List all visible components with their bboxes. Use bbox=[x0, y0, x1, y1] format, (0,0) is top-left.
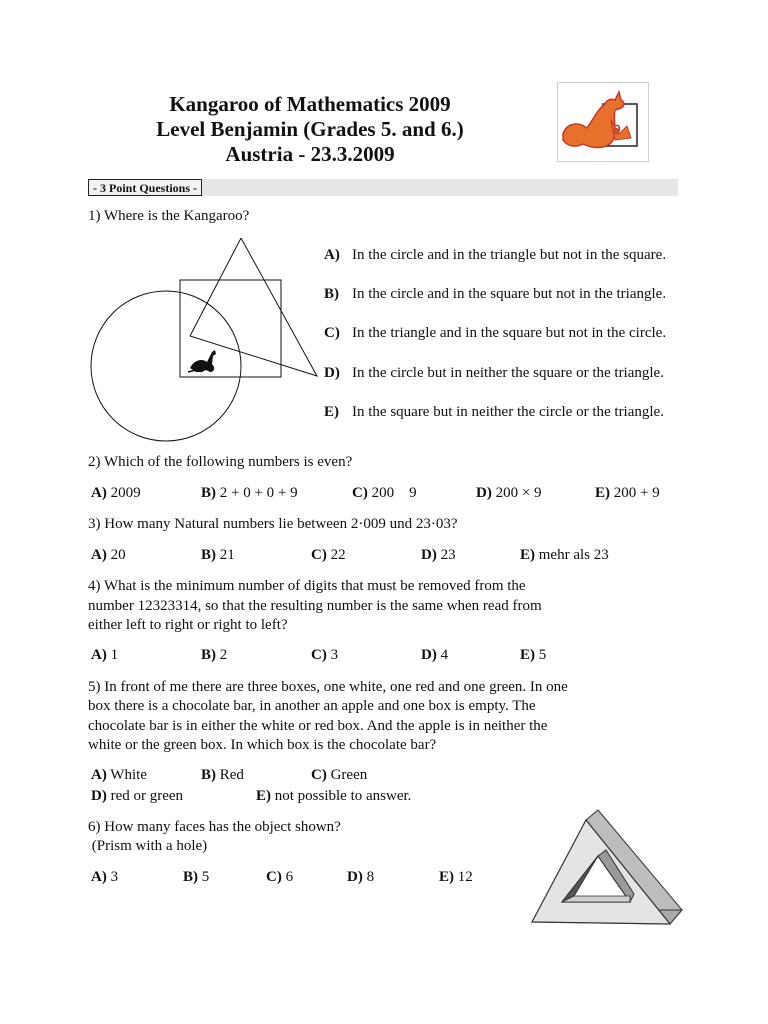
q6-option-b[interactable]: B) 5 bbox=[183, 869, 210, 885]
q6-option-e[interactable]: E) 12 bbox=[439, 869, 473, 885]
title-line-2: Level Benjamin (Grades 5. and 6.) bbox=[156, 117, 464, 141]
kangaroo-logo-icon bbox=[557, 82, 649, 162]
q4-question-line-1: 4) What is the minimum number of digits that must be removed from the bbox=[88, 578, 526, 594]
q5-question-line-2: box there is a chocolate bar, in another an apple and one box is empty. The bbox=[88, 698, 536, 714]
title-line-1: Kangaroo of Mathematics 2009 bbox=[169, 92, 451, 116]
q2-option-b[interactable]: B) 2 + 0 + 0 + 9 bbox=[201, 485, 298, 501]
q6-option-d[interactable]: D) 8 bbox=[347, 869, 375, 885]
q4-option-d[interactable]: D) 4 bbox=[421, 647, 449, 663]
q5-question-line-3: chocolate bar is in either the white or red box. And the apple is in neither the bbox=[88, 718, 548, 734]
q4-option-a[interactable]: A) 1 bbox=[91, 647, 119, 663]
section-label: - 3 Point Questions - bbox=[88, 179, 202, 196]
q6-question-line-1: 6) How many faces has the object shown? bbox=[88, 819, 341, 835]
q1-option-c-letter: C) bbox=[324, 325, 340, 341]
q1-option-b-letter: B) bbox=[324, 286, 339, 302]
q4-option-e[interactable]: E) 5 bbox=[520, 647, 547, 663]
q1-venn-figure bbox=[84, 238, 324, 448]
q2-option-a[interactable]: A) 2009 bbox=[91, 485, 141, 501]
kangaroo-icon bbox=[188, 350, 216, 372]
q1-option-a-text: In the circle and in the triangle but not in the square. bbox=[352, 247, 667, 263]
q4-option-b[interactable]: B) 2 bbox=[201, 647, 228, 663]
q4-question-line-3: either left to right or right to left? bbox=[88, 617, 288, 633]
q1-option-e-letter: E) bbox=[324, 404, 339, 420]
q6-option-c[interactable]: C) 6 bbox=[266, 869, 294, 885]
q5-option-a[interactable]: A) White bbox=[91, 767, 147, 783]
q5-option-c[interactable]: C) Green bbox=[311, 767, 368, 783]
title-line-3: Austria - 23.3.2009 bbox=[225, 142, 395, 166]
q6-question-line-2: (Prism with a hole) bbox=[88, 838, 208, 854]
q5-question-line-1: 5) In front of me there are three boxes, one white, one red and one green. In one bbox=[88, 679, 568, 695]
q1-option-c-text: In the triangle and in the square but not in the circle. bbox=[352, 325, 667, 341]
q3-option-c[interactable]: C) 22 bbox=[311, 547, 346, 563]
q1-option-a-letter: A) bbox=[324, 247, 340, 263]
q1-option-b-text: In the circle and in the square but not in the triangle. bbox=[352, 286, 667, 302]
q5-question-line-4: white or the green box. In which box is the chocolate bar? bbox=[88, 737, 437, 753]
q2-option-e[interactable]: E) 200 + 9 bbox=[595, 485, 660, 501]
q3-option-a[interactable]: A) 20 bbox=[91, 547, 126, 563]
q3-option-e[interactable]: E) mehr als 23 bbox=[520, 547, 609, 563]
q2-option-c[interactable]: C) 200 9 bbox=[352, 485, 417, 501]
q1-option-e-text: In the square but in neither the circle or the triangle. bbox=[352, 404, 664, 420]
svg-text:∂: ∂ bbox=[613, 122, 621, 138]
prism-with-hole-figure bbox=[526, 806, 686, 934]
q5-option-e[interactable]: E) not possible to answer. bbox=[256, 788, 412, 804]
q1-question: 1) Where is the Kangaroo? bbox=[88, 208, 250, 224]
q5-option-d[interactable]: D) red or green bbox=[91, 788, 184, 804]
q3-option-d[interactable]: D) 23 bbox=[421, 547, 456, 563]
q4-question-line-2: number 12323314, so that the resulting number is the same when read from bbox=[88, 598, 542, 614]
q5-option-b[interactable]: B) Red bbox=[201, 767, 244, 783]
q4-option-c[interactable]: C) 3 bbox=[311, 647, 339, 663]
q1-option-d-letter: D) bbox=[324, 365, 340, 381]
q3-question: 3) How many Natural numbers lie between 2·009 und 23·03? bbox=[88, 516, 458, 532]
q2-option-d[interactable]: D) 200 × 9 bbox=[476, 485, 542, 501]
q2-question: 2) Which of the following numbers is even? bbox=[88, 454, 353, 470]
q6-option-a[interactable]: A) 3 bbox=[91, 869, 119, 885]
q1-option-d-text: In the circle but in neither the square or the triangle. bbox=[352, 365, 664, 381]
q3-option-b[interactable]: B) 21 bbox=[201, 547, 235, 563]
